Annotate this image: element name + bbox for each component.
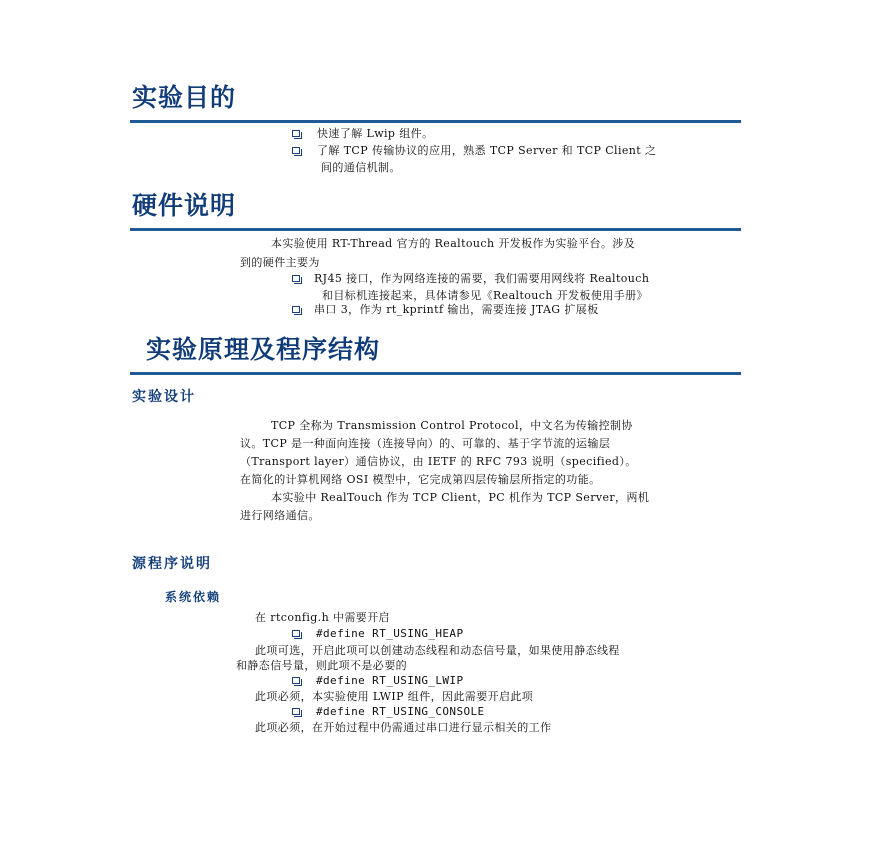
- hardware-item-1: RJ45 接口，作为网络连接的需要，我们需要用网线将 Realtouch: [314, 272, 650, 285]
- purpose-item-1: 快速了解 Lwip 组件。: [317, 127, 434, 140]
- checkbox-bullet-icon: [292, 275, 300, 282]
- design-line-6: 进行网络通信。: [240, 509, 320, 522]
- checkbox-bullet-icon: [292, 130, 300, 137]
- heap-note-1: 此项可选，开启此项可以创建动态线程和动态信号量，如果使用静态线程: [255, 644, 620, 657]
- checkbox-bullet-icon: [292, 630, 300, 637]
- checkbox-bullet-icon: [292, 306, 300, 313]
- design-line-4: 在简化的计算机网络 OSI 模型中，它完成第四层传输层所指定的功能。: [240, 473, 601, 486]
- checkbox-bullet-icon: [292, 708, 300, 715]
- divider: [130, 120, 741, 123]
- console-note: 此项必须，在开始过程中仍需通过串口进行显示相关的工作: [255, 721, 552, 734]
- design-line-1: TCP 全称为 Transmission Control Protocol，中文名为传输控制协: [271, 419, 633, 432]
- deps-intro: 在 rtconfig.h 中需要开启: [255, 611, 390, 624]
- subheading-design: 实验设计: [132, 389, 196, 405]
- heap-note-2: 和静态信号量，则此项不是必要的: [236, 659, 407, 672]
- subheading-source: 源程序说明: [132, 556, 212, 572]
- define-heap: #define RT_USING_HEAP: [316, 627, 464, 640]
- define-console: #define RT_USING_CONSOLE: [316, 705, 485, 718]
- hardware-intro-1: 本实验使用 RT-Thread 官方的 Realtouch 开发板作为实验平台。涉及: [271, 237, 636, 250]
- checkbox-bullet-icon: [292, 147, 300, 154]
- checkbox-bullet-icon: [292, 677, 300, 684]
- design-line-5: 本实验中 RealTouch 作为 TCP Client，PC 机作为 TCP Server，两机: [271, 491, 650, 504]
- heading-hardware: 硬件说明: [132, 191, 237, 220]
- lwip-note: 此项必须，本实验使用 LWIP 组件，因此需要开启此项: [255, 690, 534, 703]
- divider: [130, 372, 741, 375]
- design-line-2: 议。TCP 是一种面向连接（连接导向）的、可靠的、基于字节流的运输层: [240, 437, 611, 450]
- design-line-3: （Transport layer）通信协议，由 IETF 的 RFC 793 说明（specified）。: [240, 455, 637, 468]
- purpose-item-2-cont: 间的通信机制。: [321, 161, 401, 174]
- hardware-item-2: 串口 3，作为 rt_kprintf 输出，需要连接 JTAG 扩展板: [314, 303, 599, 316]
- purpose-item-2: 了解 TCP 传输协议的应用，熟悉 TCP Server 和 TCP Client 之: [317, 144, 657, 157]
- subheading-dependencies: 系统依赖: [165, 590, 222, 604]
- heading-principle: 实验原理及程序结构: [146, 335, 381, 364]
- divider: [130, 228, 741, 231]
- hardware-item-1-cont: 和目标机连接起来，具体请参见《Realtouch 开发板使用手册》: [322, 289, 648, 302]
- hardware-intro-2: 到的硬件主要为: [240, 256, 320, 269]
- define-lwip: #define RT_USING_LWIP: [316, 674, 464, 687]
- heading-purpose: 实验目的: [132, 83, 237, 112]
